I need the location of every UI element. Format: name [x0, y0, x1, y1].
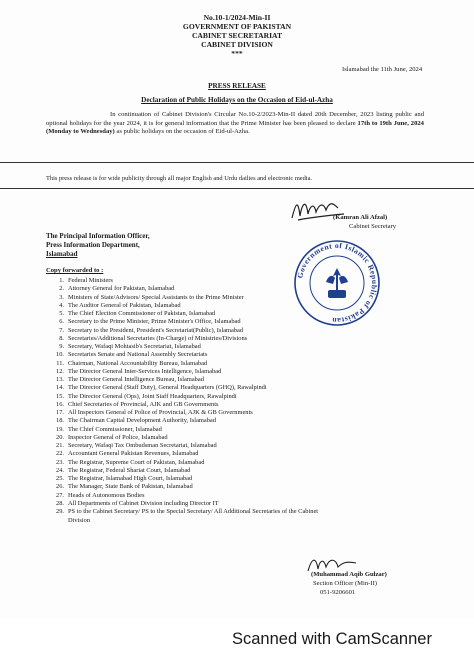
body-paragraph — [46, 111, 424, 137]
copy-list-item — [58, 335, 318, 343]
copy-list-item — [58, 384, 318, 392]
copy-list-number: 17. — [56, 409, 64, 416]
copy-list-number: 19. — [56, 425, 64, 433]
copy-list-item — [58, 475, 318, 483]
signatory2-title: Section Officer (Min-II) — [313, 580, 377, 587]
copy-list-number: 11. — [56, 359, 64, 367]
copy-list-text: The Registrar, Supreme Court of Pakistan, Islamabad — [68, 458, 205, 466]
copy-list-item — [58, 417, 318, 425]
copy-list-text: The Chief Election Commissioner of Pakistan, Islamabad — [68, 310, 216, 317]
body-text-b: as public holidays on the occasion of Eid-ul-Azha. — [114, 128, 250, 136]
government-heading: GOVERNMENT OF PAKISTAN — [182, 22, 292, 31]
copy-list-text: Federal Ministers — [68, 277, 113, 284]
division-heading: CABINET DIVISION — [201, 40, 273, 49]
copy-list-item — [58, 459, 318, 467]
copy-list-text: The Auditor General of Pakistan, Islamabad — [68, 301, 181, 309]
copy-list-text: The Registrar, Federal Shariat Court, Islamabad — [68, 466, 191, 474]
copy-list-number: 22. — [56, 450, 64, 458]
copy-list-text: Chairman, National Accountability Bureau, Islamabad — [68, 359, 208, 367]
copy-list-item — [58, 360, 318, 368]
copy-list-text: Secretary, Wafaqi Tax Ombudsman Secretariat, Islamabad — [68, 442, 217, 449]
copy-list-item — [58, 351, 318, 359]
copy-list-text: Secretary to the Prime Minister, Prime Minister's Office, Islamabad — [68, 318, 241, 326]
copy-list-text: Secretary to the President, President's Secretariat(Public), Islamabad — [68, 326, 244, 334]
signatory2-name: (Muhammad Aqib Gulzar) — [311, 571, 387, 578]
publicity-note: This press release is for wide publicity through all major English and Urdu dailies and electronic media. — [46, 175, 313, 182]
copy-list-number: 10. — [56, 351, 64, 359]
copy-list-number: 5. — [59, 310, 64, 317]
copy-list-number: 14. — [56, 384, 64, 392]
reference-number: No.10-1/2024-Min-II — [203, 13, 271, 22]
copy-list-item — [58, 426, 318, 434]
copy-list-text: The Manager, State Bank of Pakistan, Islamabad — [68, 483, 193, 491]
copy-list-item — [58, 409, 318, 417]
copy-list-text: Inspector General of Police, Islamabad — [68, 433, 168, 441]
copy-list-number: 13. — [56, 376, 64, 383]
copy-list-text: The Registrar, Islamabad High Court, Islamabad — [68, 475, 193, 482]
copy-list-item — [58, 434, 318, 442]
copy-list-text: Secretaries Senate and National Assembly Secretariats — [68, 351, 208, 359]
copy-list-number: 1. — [59, 277, 64, 284]
holiday-dates: 17th to 19th June, 2024 (Monday to Wednesday) — [46, 119, 424, 136]
copy-list-text: The Director General Inter-Services Intelligence, Islamabad — [68, 367, 222, 375]
copy-list-item — [58, 302, 318, 310]
signatory1-title: Cabinet Secretary — [349, 223, 397, 230]
copy-list-text: The Director General (Ops), Joint Staff Headquarters, Rawalpindi — [68, 392, 237, 400]
copy-list-text: Accountant General Pakistan Revenues, Islamabad — [68, 450, 199, 458]
copy-list-item — [58, 368, 318, 376]
copy-list-number: 23. — [56, 458, 64, 466]
copy-list-item — [58, 318, 318, 326]
copy-list-text: Ministers of State/Advisors/ Special Assistants to the Prime Minister — [68, 293, 244, 301]
copy-list-item — [58, 343, 318, 351]
copy-list-number: 27. — [56, 491, 64, 499]
addressee-line1: The Principal Information Officer, — [46, 232, 150, 240]
subject-line: Declaration of Public Holidays on the Occasion of Eid-ul-Azha — [141, 96, 333, 104]
date-line: Islamabad the 11th June, 2024 — [342, 66, 423, 73]
copy-list-text: Heads of Autonomous Bodies — [68, 491, 145, 499]
copy-list-text: The Chairman Capital Development Authority, Islamabad — [68, 417, 216, 425]
copy-list-text: All Departments of Cabinet Division including Director IT — [68, 499, 219, 507]
signatory1-name: (Kamran Ali Afzal) — [333, 214, 388, 221]
signatory2-phone: 051-9206601 — [320, 589, 356, 596]
copy-list-text: Attorney General for Pakistan, Islamabad — [68, 285, 175, 293]
copy-forwarded-label: Copy forwarded to : — [46, 267, 104, 274]
copy-list-text: All Inspectors General of Police of Provincial, AJK & GB Governments — [68, 409, 253, 416]
copy-list-number: 7. — [59, 326, 64, 334]
copy-list-number: 16. — [56, 400, 64, 408]
copy-list-item — [58, 500, 318, 508]
copy-list-item — [58, 450, 318, 458]
press-release-title: PRESS RELEASE — [208, 82, 266, 90]
copy-list-number: 6. — [59, 318, 64, 326]
camscanner-watermark: Scanned with CamScanner — [232, 630, 432, 648]
copy-list-item — [58, 294, 318, 302]
copy-list-text: Secretary, Wafaqi Mohtasib's Secretariat, Islamabad — [68, 343, 201, 350]
copy-list-number: 21. — [56, 442, 64, 449]
copy-list-number: 8. — [59, 334, 64, 342]
copy-list-item — [58, 483, 318, 491]
body-text-a: In continuation of Cabinet Division's Circular No.10-2/2023-Min-II dated 20th December, 2023 listing public and optional holidays for the year 2024, it is for general information that the Prime Minister has been pleased to declare — [46, 111, 424, 127]
addressee-line3: Islamabad — [46, 250, 78, 258]
copy-list-item — [58, 442, 318, 450]
copy-list-text: Secretaries/Additional Secretaries (In-Charge) of Ministries/Divisions — [68, 334, 248, 342]
copy-list-item — [58, 508, 318, 516]
copy-list-item — [58, 277, 318, 285]
copy-list-number: 3. — [59, 293, 64, 301]
copy-list-number: 9. — [59, 343, 64, 350]
copy-list-number: 20. — [56, 433, 64, 441]
divider-bottom — [0, 188, 474, 189]
copy-list-text: Chief Secretaries of Provincial, AJK and GB Governments — [68, 400, 219, 408]
copy-list-item — [58, 467, 318, 475]
cabinet-secretary-signature — [288, 196, 348, 226]
copy-list-number: 12. — [56, 367, 64, 375]
copy-list-continuation: Division — [68, 517, 91, 524]
copy-list — [58, 277, 318, 516]
divider-top — [0, 162, 474, 163]
copy-list-item — [58, 401, 318, 409]
copy-list-number: 18. — [56, 417, 64, 425]
copy-list-number: 25. — [56, 475, 64, 482]
copy-list-item — [58, 285, 318, 293]
copy-list-text: The Chief Commissioner, Islamabad — [68, 425, 162, 433]
header-stars: *** — [231, 49, 243, 58]
seal-text: Government of Islamic Republic of Pakistan — [295, 240, 380, 326]
addressee-line2: Press Information Department, — [46, 241, 140, 249]
copy-list-text: The Director General (Staff Duty), General Headquarters (GHQ), Rawalpindi — [68, 384, 267, 392]
copy-list-number: 24. — [56, 466, 64, 474]
copy-list-item — [58, 310, 318, 318]
copy-list-item — [58, 327, 318, 335]
copy-list-item — [58, 393, 318, 401]
copy-list-number: 29. — [56, 508, 64, 515]
copy-list-number: 26. — [56, 483, 64, 491]
copy-list-number: 2. — [59, 285, 64, 293]
copy-list-number: 15. — [56, 392, 64, 400]
secretariat-heading: CABINET SECRETARIAT — [191, 31, 283, 40]
copy-list-number: 4. — [59, 301, 64, 309]
copy-list-item — [58, 376, 318, 384]
copy-list-text: The Director General Intelligence Bureau, Islamabad — [68, 376, 204, 383]
copy-list-number: 28. — [56, 499, 64, 507]
copy-list-text: PS to the Cabinet Secretary/ PS to the Special Secretary/ All Additional Secretaries of the Cabinet — [68, 508, 319, 515]
copy-list-item — [58, 492, 318, 500]
